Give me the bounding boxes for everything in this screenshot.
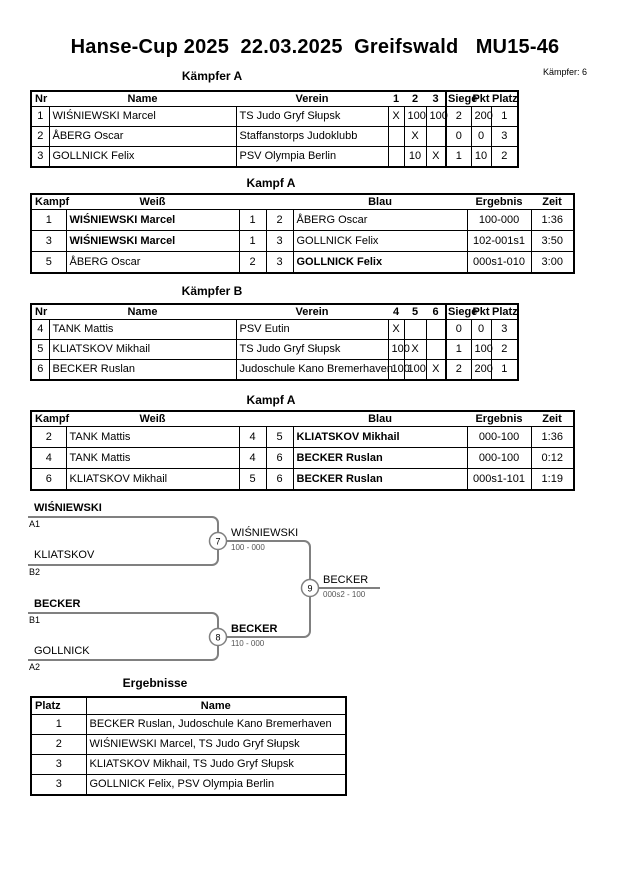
zeit-cell: 3:00 (531, 252, 574, 274)
blau-cell: BECKER Ruslan (293, 469, 467, 491)
result-row (31, 715, 346, 735)
platz-cell: 3 (31, 755, 86, 775)
pool-row (31, 360, 518, 381)
kampf-cell: 6 (31, 469, 66, 491)
pkt-cell: 0 (471, 320, 491, 340)
kampf-cell: 2 (31, 427, 66, 448)
name-cell: KLIATSKOV Mikhail (49, 340, 236, 360)
bracket-seed: A2 (29, 662, 41, 672)
semifinal-top-winner: WIŚNIEWSKI (231, 527, 299, 539)
fighter-count: Kämpfer: 6 (542, 67, 587, 77)
pool-b-label: Kämpfer B (181, 284, 243, 298)
match-row (31, 210, 574, 231)
verein-cell: TS Judo Gryf Słupsk (236, 340, 388, 360)
result-cell (388, 147, 404, 168)
zeit-cell: 0:12 (531, 448, 574, 469)
col-1: 1 (388, 91, 404, 107)
zeit-cell: 3:50 (531, 231, 574, 252)
platz-cell: 3 (31, 775, 86, 796)
match-row (31, 469, 574, 491)
match-9-number: 9 (307, 583, 313, 594)
siege-cell: 2 (446, 360, 471, 381)
verein-cell: PSV Olympia Berlin (236, 147, 388, 168)
name-cell: GOLLNICK Felix, PSV Olympia Berlin (86, 775, 346, 796)
blau-nr-cell: 2 (266, 210, 293, 231)
match-8-number: 8 (215, 632, 221, 643)
blau-nr-cell: 3 (266, 252, 293, 274)
elimination-bracket (25, 498, 425, 683)
col-zeit: Zeit (531, 194, 574, 210)
col-pkt: Pkt (472, 92, 490, 105)
col-nr: Nr (31, 304, 49, 320)
pool-row (31, 340, 518, 360)
siege-cell: 0 (446, 127, 471, 147)
pool-b-table (30, 303, 519, 381)
weiss-nr-cell: 1 (239, 231, 266, 252)
bracket-entry-name: GOLLNICK (34, 645, 90, 657)
pool-a-label: Kämpfer A (181, 69, 243, 83)
bracket-entry-name: WIŚNIEWSKI (34, 502, 102, 514)
blau-cell: GOLLNICK Felix (293, 231, 467, 252)
siege-cell: 1 (446, 340, 471, 360)
pool-row (31, 107, 518, 127)
nr-cell: 6 (31, 360, 49, 381)
blau-nr-cell: 6 (266, 469, 293, 491)
result-cell: 100 (388, 340, 404, 360)
col-name: Name (49, 304, 236, 320)
ergebnis-cell: 000-100 (467, 427, 531, 448)
pool-a-table (30, 90, 519, 168)
col-ergebnis: Ergebnis (467, 411, 531, 427)
verein-cell: Judoschule Kano Bremerhaven (236, 360, 388, 381)
blau-nr-cell: 6 (266, 448, 293, 469)
nr-cell: 5 (31, 340, 49, 360)
matches-b-table (30, 410, 575, 491)
col-nr: Nr (31, 91, 49, 107)
blau-cell: BECKER Ruslan (293, 448, 467, 469)
pkt-cell: 200 (471, 360, 491, 381)
name-cell: BECKER Ruslan (49, 360, 236, 381)
col-blau: Blau (293, 194, 467, 210)
name-cell: WIŚNIEWSKI Marcel (49, 107, 236, 127)
col-name: Name (86, 697, 346, 715)
result-cell: 100 (404, 360, 426, 381)
siege-cell: 1 (446, 147, 471, 168)
pool-row (31, 147, 518, 168)
col-2: 2 (404, 91, 426, 107)
col-6: 6 (426, 304, 446, 320)
matches-b-label: Kampf A (246, 393, 296, 407)
col-weiss: Weiß (66, 194, 239, 210)
col-kampf: Kampf (31, 194, 66, 210)
blau-cell: ÅBERG Oscar (293, 210, 467, 231)
col-bnr (266, 194, 293, 210)
col-siege: Siege (448, 92, 478, 105)
col-5: 5 (404, 304, 426, 320)
col-name: Name (49, 91, 236, 107)
zeit-cell: 1:19 (531, 469, 574, 491)
results-label: Ergebnisse (122, 676, 188, 690)
result-cell: 10 (404, 147, 426, 168)
col-kampf: Kampf (31, 411, 66, 427)
final-winner: BECKER (323, 574, 369, 586)
name-cell: ÅBERG Oscar (49, 127, 236, 147)
result-cell: X (388, 320, 404, 340)
weiss-cell: TANK Mattis (66, 448, 239, 469)
weiss-nr-cell: 2 (239, 252, 266, 274)
ergebnis-cell: 000s1-010 (467, 252, 531, 274)
pkt-cell: 200 (471, 107, 491, 127)
semifinal-top-score: 100 - 000 (231, 543, 265, 552)
name-cell: GOLLNICK Felix (49, 147, 236, 168)
col-verein: Verein (236, 91, 388, 107)
nr-cell: 4 (31, 320, 49, 340)
col-3: 3 (426, 91, 446, 107)
final-score: 000s2 - 100 (323, 590, 366, 599)
col-platz: Platz (492, 305, 518, 318)
verein-cell: PSV Eutin (236, 320, 388, 340)
result-cell: 100 (388, 360, 404, 381)
match-header-row (31, 411, 574, 427)
match-row (31, 448, 574, 469)
blau-cell: KLIATSKOV Mikhail (293, 427, 467, 448)
siege-cell: 2 (446, 107, 471, 127)
weiss-nr-cell: 5 (239, 469, 266, 491)
col-pkt: Pkt (472, 305, 490, 318)
zeit-cell: 1:36 (531, 210, 574, 231)
platz-cell: 1 (491, 360, 518, 381)
bracket-seed: B2 (29, 567, 41, 577)
col-wnr (239, 411, 266, 427)
platz-cell: 1 (31, 715, 86, 735)
pkt-cell: 10 (471, 147, 491, 168)
results-table (30, 696, 347, 796)
ergebnis-cell: 100-000 (467, 210, 531, 231)
blau-nr-cell: 3 (266, 231, 293, 252)
name-cell: TANK Mattis (49, 320, 236, 340)
kampf-cell: 4 (31, 448, 66, 469)
pool-row (31, 320, 518, 340)
kampf-cell: 5 (31, 252, 66, 274)
match-row (31, 252, 574, 274)
matches-a-label: Kampf A (246, 176, 296, 190)
match-7-number: 7 (215, 536, 221, 547)
result-row (31, 735, 346, 755)
zeit-cell: 1:36 (531, 427, 574, 448)
results-header-row (31, 697, 346, 715)
result-cell: X (426, 360, 446, 381)
platz-cell: 2 (31, 735, 86, 755)
matches-a-table (30, 193, 575, 274)
result-cell (426, 320, 446, 340)
result-cell: 100 (426, 107, 446, 127)
weiss-cell: WIŚNIEWSKI Marcel (66, 231, 239, 252)
col-wnr (239, 194, 266, 210)
platz-cell: 3 (491, 127, 518, 147)
weiss-nr-cell: 1 (239, 210, 266, 231)
verein-cell: Staffanstorps Judoklubb (236, 127, 388, 147)
col-bnr (266, 411, 293, 427)
result-cell (388, 127, 404, 147)
match-row (31, 231, 574, 252)
bracket-seed: B1 (29, 615, 41, 625)
name-cell: KLIATSKOV Mikhail, TS Judo Gryf Słupsk (86, 755, 346, 775)
pool-a-header-row (31, 91, 518, 107)
result-cell: X (388, 107, 404, 127)
ergebnis-cell: 000s1-101 (467, 469, 531, 491)
nr-cell: 1 (31, 107, 49, 127)
ergebnis-cell: 102-001s1 (467, 231, 531, 252)
kampf-cell: 1 (31, 210, 66, 231)
col-zeit: Zeit (531, 411, 574, 427)
siege-cell: 0 (446, 320, 471, 340)
platz-cell: 1 (491, 107, 518, 127)
result-cell: X (404, 340, 426, 360)
result-cell (426, 340, 446, 360)
result-cell: X (426, 147, 446, 168)
col-verein: Verein (236, 304, 388, 320)
ergebnis-cell: 000-100 (467, 448, 531, 469)
bracket-entry-name: BECKER (34, 598, 81, 610)
result-cell (404, 320, 426, 340)
weiss-cell: ÅBERG Oscar (66, 252, 239, 274)
col-weiss: Weiß (66, 411, 239, 427)
semifinal-bottom-score: 110 - 000 (231, 639, 265, 648)
col-siege: Siege (448, 305, 478, 318)
name-cell: BECKER Ruslan, Judoschule Kano Bremerhaven (86, 715, 346, 735)
match-header-row (31, 194, 574, 210)
semifinal-bottom-winner: BECKER (231, 623, 278, 635)
weiss-cell: WIŚNIEWSKI Marcel (66, 210, 239, 231)
result-cell: X (404, 127, 426, 147)
result-row (31, 775, 346, 796)
platz-cell: 2 (491, 340, 518, 360)
result-cell (426, 127, 446, 147)
weiss-nr-cell: 4 (239, 448, 266, 469)
result-row (31, 755, 346, 775)
bracket-seed: A1 (29, 519, 41, 529)
kampf-cell: 3 (31, 231, 66, 252)
pkt-cell: 100 (471, 340, 491, 360)
platz-cell: 3 (491, 320, 518, 340)
name-cell: WIŚNIEWSKI Marcel, TS Judo Gryf Słupsk (86, 735, 346, 755)
col-ergebnis: Ergebnis (467, 194, 531, 210)
blau-nr-cell: 5 (266, 427, 293, 448)
verein-cell: TS Judo Gryf Słupsk (236, 107, 388, 127)
col-4: 4 (388, 304, 404, 320)
col-blau: Blau (293, 411, 467, 427)
bracket-entry-name: KLIATSKOV (34, 549, 95, 561)
col-platz: Platz (492, 92, 518, 105)
pkt-cell: 0 (471, 127, 491, 147)
match-row (31, 427, 574, 448)
weiss-cell: TANK Mattis (66, 427, 239, 448)
pool-b-header-row (31, 304, 518, 320)
weiss-nr-cell: 4 (239, 427, 266, 448)
blau-cell: GOLLNICK Felix (293, 252, 467, 274)
pool-row (31, 127, 518, 147)
platz-cell: 2 (491, 147, 518, 168)
nr-cell: 2 (31, 127, 49, 147)
col-platz: Platz (31, 697, 86, 715)
nr-cell: 3 (31, 147, 49, 168)
weiss-cell: KLIATSKOV Mikhail (66, 469, 239, 491)
result-cell: 100 (404, 107, 426, 127)
page-title: Hanse-Cup 2025 22.03.2025 Greifswald MU15-46 (70, 36, 560, 58)
